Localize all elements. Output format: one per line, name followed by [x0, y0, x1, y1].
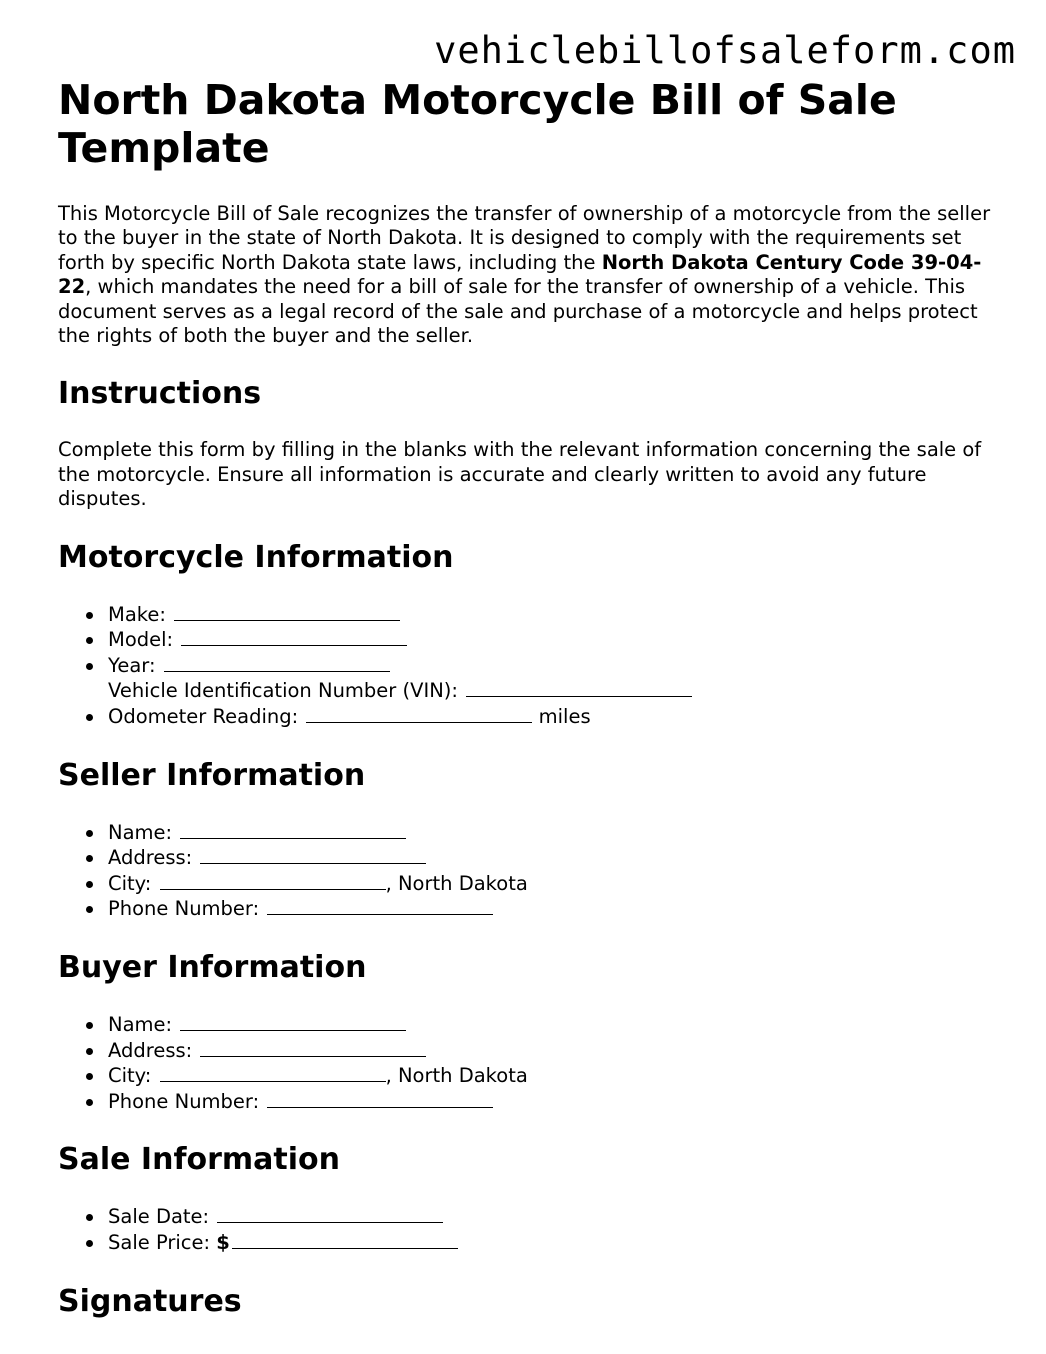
site-watermark: vehiclebillofsaleform.com [434, 29, 1016, 72]
seller-phone-field [108, 896, 998, 922]
buyer-city-label: City: [108, 1064, 152, 1088]
make-input[interactable] [174, 602, 400, 621]
make-field [108, 602, 998, 628]
buyer-list [58, 1012, 998, 1114]
seller-city-input[interactable] [160, 871, 386, 890]
year-label: Year: [108, 653, 156, 677]
motorcycle-heading: Motorcycle Information [58, 539, 454, 575]
sale-price-input[interactable] [232, 1230, 458, 1249]
buyer-address-label: Address: [108, 1038, 193, 1062]
seller-address-field [108, 845, 998, 871]
model-label: Model: [108, 628, 174, 652]
seller-list [58, 820, 998, 922]
instructions-heading: Instructions [58, 376, 262, 412]
buyer-phone-field [108, 1089, 998, 1115]
buyer-city-field [108, 1063, 998, 1089]
model-field [108, 627, 998, 653]
sale-price-label: Sale Price: [108, 1230, 211, 1254]
buyer-address-field [108, 1038, 998, 1064]
odometer-label: Odometer Reading: [108, 705, 299, 729]
seller-city-label: City: [108, 871, 152, 895]
odometer-unit: miles [538, 705, 591, 729]
intro-text-after: , which mandates the need for a bill of sale for the transfer of ownership of a vehicle. This document serves as a legal record of the sale and purchase of a motorcycle and helps protect the rights of both the buyer and the seller. [58, 275, 978, 348]
vin-field [108, 678, 998, 704]
law-citation: North Dakota Century Code 39-04-22 [58, 250, 982, 299]
buyer-phone-label: Phone Number: [108, 1089, 260, 1113]
sale-date-label: Sale Date: [108, 1205, 210, 1229]
document-body [58, 76, 998, 1320]
odometer-input[interactable] [306, 704, 532, 723]
buyer-state-suffix: , North Dakota [385, 1064, 528, 1088]
buyer-name-field [108, 1012, 998, 1038]
buyer-city-input[interactable] [160, 1063, 386, 1082]
sale-price-field [108, 1230, 998, 1256]
seller-state-suffix: , North Dakota [385, 871, 528, 895]
buyer-name-input[interactable] [180, 1012, 406, 1031]
sale-heading: Sale Information [58, 1142, 340, 1178]
sale-list [58, 1204, 998, 1255]
buyer-phone-input[interactable] [267, 1089, 493, 1108]
seller-address-input[interactable] [200, 845, 426, 864]
vin-input[interactable] [466, 678, 692, 697]
signatures-heading: Signatures [58, 1283, 242, 1319]
motorcycle-list [58, 602, 998, 730]
instructions-paragraph: Complete this form by filling in the blanks with the relevant information concerning the sale of the motorcycle. Ensure all information is accurate and clearly written to avoid any future disputes. [58, 438, 982, 511]
sale-date-field [108, 1204, 998, 1230]
year-input[interactable] [164, 653, 390, 672]
vin-label: Vehicle Identification Number (VIN): [108, 679, 458, 703]
intro-text-before: This Motorcycle Bill of Sale recognizes the transfer of ownership of a motorcycle from the seller to the buyer in the state of North Dakota. It is designed to comply with the requirements set forth by specific North Dakota state laws, including the [58, 202, 991, 274]
seller-name-field [108, 820, 998, 846]
currency-symbol: $ [216, 1230, 230, 1254]
odometer-field [108, 704, 998, 730]
seller-phone-input[interactable] [267, 896, 493, 915]
seller-name-label: Name: [108, 820, 173, 844]
buyer-heading: Buyer Information [58, 950, 367, 985]
model-input[interactable] [181, 627, 407, 646]
year-field [108, 653, 998, 679]
seller-heading: Seller Information [58, 757, 366, 793]
sale-date-input[interactable] [217, 1204, 443, 1223]
seller-name-input[interactable] [180, 820, 406, 839]
intro-paragraph [58, 202, 998, 348]
buyer-address-input[interactable] [200, 1038, 426, 1057]
seller-address-label: Address: [108, 846, 193, 870]
seller-city-field [108, 871, 998, 897]
page-title: North Dakota Motorcycle Bill of Sale Template [58, 76, 897, 172]
make-label: Make: [108, 602, 166, 626]
seller-phone-label: Phone Number: [108, 897, 260, 921]
buyer-name-label: Name: [108, 1013, 173, 1036]
